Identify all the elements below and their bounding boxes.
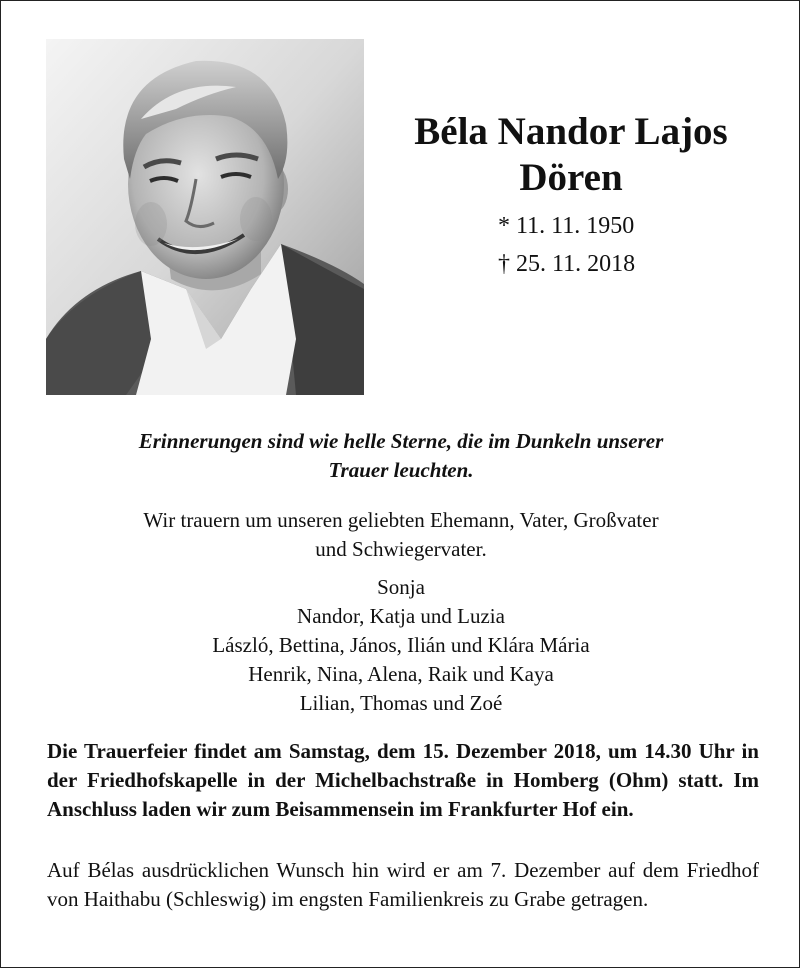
portrait-photo: [46, 39, 364, 395]
name-first-line: Béla Nandor Lajos: [414, 110, 728, 153]
birth-date: * 11. 11. 1950: [498, 213, 635, 239]
funeral-service-notice: Die Trauerfeier findet am Samstag, dem 15. Dezember 2018, um 14.30 Uhr in der Friedhofskapelle in der Michelbachstraße in Homberg (Ohm) statt. Im Anschluss laden wir zum Beisammensein im Frankfurter Hof ein.: [47, 739, 759, 821]
family-member-line: Henrik, Nina, Alena, Raik und Kaya: [248, 662, 554, 686]
family-list: [101, 573, 701, 718]
burial-notice: Auf Bélas ausdrücklichen Wunsch hin wird er am 7. Dezember auf dem Friedhof von Haithabu (Schleswig) im engsten Familienkreis zu Grabe getragen.: [47, 858, 759, 911]
family-member-line: Nandor, Katja und Luzia: [297, 604, 505, 628]
death-date: † 25. 11. 2018: [498, 251, 636, 277]
mourning-line: Wir trauern um unseren geliebten Ehemann, Vater, Großvater: [143, 508, 659, 532]
memorial-quote: [81, 427, 721, 485]
family-member-line: Sonja: [377, 575, 425, 599]
deceased-name: [391, 109, 751, 201]
family-member-line: László, Bettina, János, Ilián und Klára Mária: [212, 633, 590, 657]
quote-line: Erinnerungen sind wie helle Sterne, die im Dunkeln unserer: [138, 429, 664, 453]
life-dates: [498, 207, 635, 283]
name-surname-line: Dören: [519, 156, 623, 199]
quote-line: Trauer leuchten.: [328, 458, 474, 482]
mourning-statement: [61, 506, 741, 564]
mourning-line: und Schwiegervater.: [315, 537, 487, 561]
family-member-line: Lilian, Thomas und Zoé: [299, 691, 503, 715]
